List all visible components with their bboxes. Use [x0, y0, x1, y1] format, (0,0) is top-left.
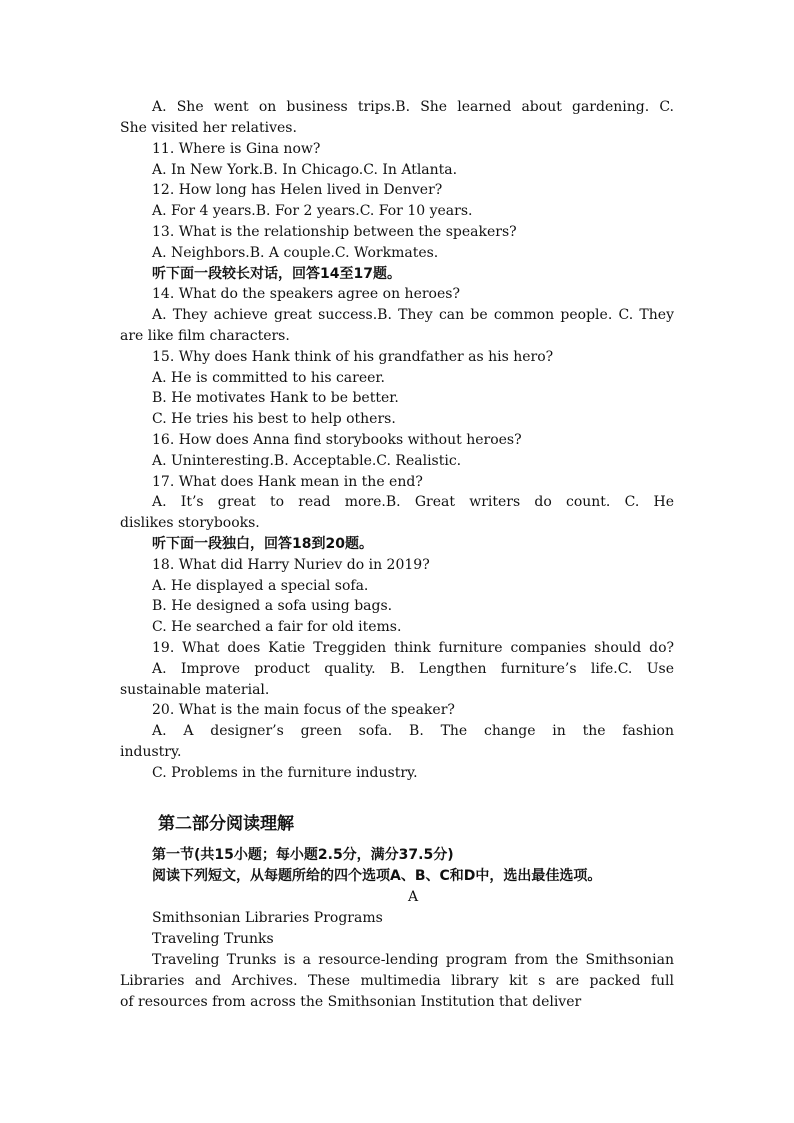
options-14: A. They achieve great success.B. They can be common people. C. They — [152, 307, 674, 323]
passage-line: of resources from across the Smithsonian Institution that deliver — [120, 994, 582, 1010]
text-line: A. She went on business trips.B. She learned about gardening. C. — [152, 99, 674, 115]
passage-subtitle: Traveling Trunks — [152, 931, 274, 947]
dialogue-instruction: 听下面一段较长对话，回答14至17题。 — [152, 266, 401, 282]
question-17: 17. What does Hank mean in the end? — [152, 474, 423, 490]
passage-line: Libraries and Archives. These multimedia library kit s are packed full — [120, 973, 674, 989]
question-14: 14. What do the speakers agree on heroes? — [152, 286, 460, 302]
question-20: 20. What is the main focus of the speaker? — [152, 702, 455, 718]
reading-instruction: 阅读下列短文，从每题所给的四个选项A、B、C和D中，选出最佳选项。 — [152, 868, 602, 884]
question-18: 18. What did Harry Nuriev do in 2019? — [152, 557, 430, 573]
options-13: A. Neighbors.B. A couple.C. Workmates. — [152, 245, 439, 261]
part-two-title: 第二部分阅读理解 — [158, 814, 294, 834]
question-19: 19. What does Katie Treggiden think furniture companies should do? — [152, 640, 674, 656]
options-12: A. For 4 years.B. For 2 years.C. For 10 years. — [152, 203, 473, 219]
passage-label: A — [407, 889, 419, 905]
text-line: dislikes storybooks. — [120, 515, 260, 531]
options-19: A. Improve product quality. B. Lengthen furniture’s life.C. Use — [152, 661, 674, 677]
question-12: 12. How long has Helen lived in Denver? — [152, 182, 443, 198]
option-15b: B. He motivates Hank to be better. — [152, 390, 399, 406]
options-17: A. It’s great to read more.B. Great writers do count. C. He — [152, 494, 674, 510]
question-16: 16. How does Anna find storybooks without heroes? — [152, 432, 522, 448]
text-line: industry. — [120, 744, 182, 760]
question-13: 13. What is the relationship between the speakers? — [152, 224, 517, 240]
question-15: 15. Why does Hank think of his grandfather as his hero? — [152, 349, 554, 365]
text-line: sustainable material. — [120, 682, 270, 698]
text-line: She visited her relatives. — [120, 120, 297, 136]
options-16: A. Uninteresting.B. Acceptable.C. Realistic. — [152, 453, 462, 469]
option-18c: C. He searched a fair for old items. — [152, 619, 402, 635]
options-20: A. A designer’s green sofa. B. The change in the fashion — [152, 723, 674, 739]
question-11: 11. Where is Gina now? — [152, 141, 321, 157]
option-15c: C. He tries his best to help others. — [152, 411, 396, 427]
monologue-instruction: 听下面一段独白，回答18到20题。 — [152, 536, 373, 552]
options-11: A. In New York.B. In Chicago.C. In Atlanta. — [152, 162, 458, 178]
text-line: are like film characters. — [120, 328, 290, 344]
passage-line: Traveling Trunks is a resource-lending program from the Smithsonian — [152, 952, 674, 968]
option-15a: A. He is committed to his career. — [152, 370, 386, 386]
option-20c: C. Problems in the furniture industry. — [152, 765, 418, 781]
passage-title: Smithsonian Libraries Programs — [152, 910, 383, 926]
section-one-header: 第一节(共15小题；每小题2.5分，满分37.5分) — [152, 847, 454, 863]
option-18b: B. He designed a sofa using bags. — [152, 598, 393, 614]
option-18a: A. He displayed a special sofa. — [152, 578, 369, 594]
